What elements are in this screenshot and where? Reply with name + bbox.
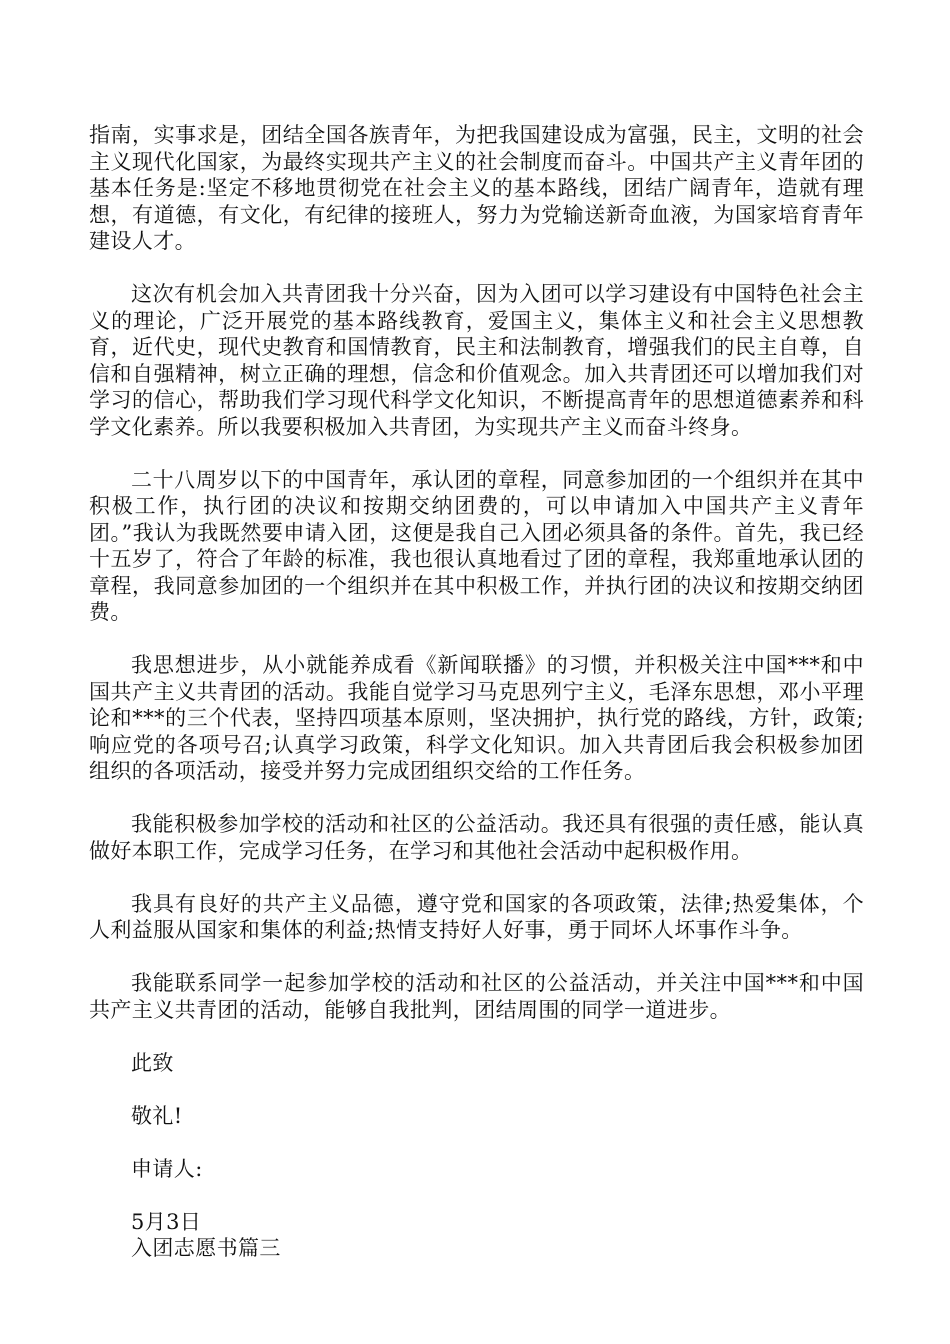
paragraph-7: 我能联系同学一起参加学校的活动和社区的公益活动，并关注中国***和中国共产主义共青团的活动，能够自我批判，团结周围的同学一道进步。 xyxy=(89,971,864,1022)
paragraph-6: 我具有良好的共产主义品德，遵守党和国家的各项政策，法律;热爱集体，个人利益服从国家和集体的利益;热情支持好人好事，勇于同坏人坏事作斗争。 xyxy=(89,891,864,942)
paragraph-5: 我能积极参加学校的活动和社区的公益活动。我还具有很强的责任感，能认真做好本职工作，完成学习任务，在学习和其他社会活动中起积极作用。 xyxy=(89,812,864,863)
paragraph-4: 我思想进步，从小就能养成看《新闻联播》的习惯，并积极关注中国***和中国共产主义共青团的活动。我能自觉学习马克思列宁主义，毛泽东思想，邓小平理论和***的三个代表，坚持四项基本原则，坚决拥护，执行党的路线，方针，政策;响应党的各项号召;认真学习政策，科学文化知识。加入共青团后我会积极参加团组织的各项活动，接受并努力完成团组织交给的工作任务。 xyxy=(89,653,864,783)
date-line: 5月3日 xyxy=(131,1209,202,1234)
paragraph-3: 二十八周岁以下的中国青年，承认团的章程，同意参加团的一个组织并在其中积极工作，执行团的决议和按期交纳团费的，可以申请加入中国共产主义青年团。”我认为我既然要申请入团，这便是我自己入团必须具备的条件。首先，我已经十五岁了，符合了年龄的标准，我也很认真地看过了团的章程，我郑重地承认团的章程，我同意参加团的一个组织并在其中积极工作，并执行团的决议和按期交纳团费。 xyxy=(89,467,864,624)
closing-salutation: 此致 xyxy=(131,1050,174,1075)
applicant-line: 申请人: xyxy=(131,1156,203,1181)
closing-respect: 敬礼! xyxy=(131,1103,183,1128)
paragraph-2: 这次有机会加入共青团我十分兴奋，因为入团可以学习建设有中国特色社会主义的理论，广泛开展党的基本路线教育，爱国主义，集体主义和社会主义思想教育，近代史，现代史教育和国情教育，民主和法制教育，增强我们的民主自尊，自信和自强精神，树立正确的理想，信念和价值观念。加入共青团还可以增加我们对学习的信心，帮助我们学习现代科学文化知识，不断提高青年的思想道德素养和科学文化素养。所以我要积极加入共青团，为实现共产主义而奋斗终身。 xyxy=(89,282,864,439)
next-section-title: 入团志愿书篇三 xyxy=(131,1236,281,1260)
document-body xyxy=(89,122,864,1262)
paragraph-1: 指南，实事求是，团结全国各族青年，为把我国建设成为富强，民主，文明的社会主义现代化国家，为最终实现共产主义的社会制度而奋斗。中国共产主义青年团的基本任务是:坚定不移地贯彻党在社会主义的基本路线，团结广阔青年，造就有理想，有道德，有文化，有纪律的接班人，努力为党输送新奇血液，为国家培育青年建设人才。 xyxy=(89,123,864,253)
